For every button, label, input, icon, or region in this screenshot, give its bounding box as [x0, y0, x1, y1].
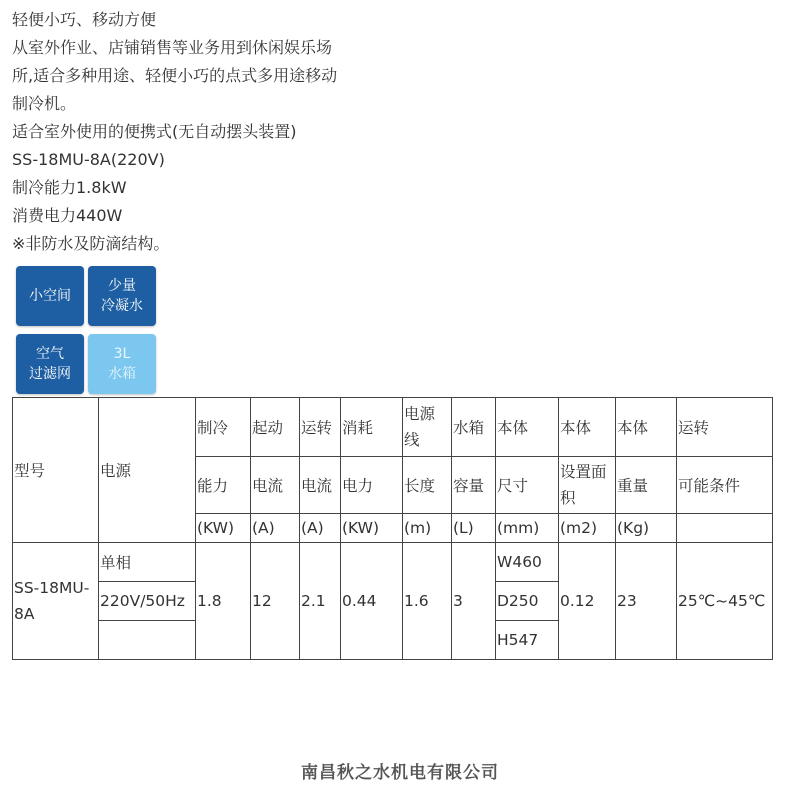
dimension-h-cell: H547: [496, 621, 559, 660]
header-cell: 电源线: [403, 398, 452, 457]
badge-line: 小空间: [29, 288, 71, 304]
badge-line: 过滤网: [29, 366, 71, 382]
company-name: 南昌秋之水机电有限公司: [301, 763, 499, 783]
header-cell: 能力: [196, 457, 251, 514]
intro-line: 所,适合多种用途、轻便小巧的点式多用途移动: [12, 66, 338, 85]
header-model: 型号: [13, 398, 99, 543]
badge-line: 少量: [108, 278, 136, 294]
header-cell: 起动: [251, 398, 300, 457]
weight-cell: 23: [616, 543, 677, 660]
header-cell: 尺寸: [496, 457, 559, 514]
unit-cell: (m2): [559, 514, 616, 543]
badge-line: 冷凝水: [101, 298, 143, 314]
start-current-cell: 12: [251, 543, 300, 660]
badge-air-filter: [16, 334, 84, 394]
intro-line: 适合室外使用的便携式(无自动摆头装置): [12, 122, 297, 141]
cord-length-cell: 1.6: [403, 543, 452, 660]
header-cell: 电流: [300, 457, 341, 514]
cooling-cell: 1.8: [196, 543, 251, 660]
badge-small-space: [16, 266, 84, 326]
badge-water-tank: [88, 334, 156, 394]
unit-cell: (KW): [341, 514, 403, 543]
spec-table: [12, 397, 773, 660]
unit-cell: (A): [300, 514, 341, 543]
header-power: 电源: [99, 398, 196, 543]
badge-line: 空气: [36, 346, 64, 362]
unit-cell: (A): [251, 514, 300, 543]
table-header-row: [13, 398, 773, 457]
run-current-cell: 2.1: [300, 543, 341, 660]
header-cell: 本体: [496, 398, 559, 457]
unit-cell: (Kg): [616, 514, 677, 543]
intro-line: 从室外作业、店铺销售等业务用到休闲娱乐场: [12, 38, 333, 57]
intro-line: 制冷能力1.8kW: [12, 178, 127, 197]
badge-low-condensate: [88, 266, 156, 326]
power-cell: 0.44: [341, 543, 403, 660]
header-cell: 电力: [341, 457, 403, 514]
table-row: [13, 543, 773, 582]
dimension-w-cell: W460: [496, 543, 559, 582]
header-cell: 重量: [616, 457, 677, 514]
header-cell: 运转: [300, 398, 341, 457]
voltage-cell: 220V/50Hz: [99, 582, 196, 621]
header-cell: 运转: [677, 398, 773, 457]
unit-cell: (m): [403, 514, 452, 543]
tank-cell: 3: [452, 543, 496, 660]
area-cell: 0.12: [559, 543, 616, 660]
header-cell: 长度: [403, 457, 452, 514]
header-cell: 容量: [452, 457, 496, 514]
intro-line: 消费电力440W: [12, 206, 123, 225]
phase-cell: 单相: [99, 543, 196, 582]
unit-cell: (mm): [496, 514, 559, 543]
header-cell: 消耗: [341, 398, 403, 457]
header-cell: 电流: [251, 457, 300, 514]
header-cell: 水箱: [452, 398, 496, 457]
product-description: [12, 6, 532, 258]
intro-line: SS-18MU-8A(220V): [12, 150, 165, 169]
unit-cell: [677, 514, 773, 543]
header-cell: 制冷: [196, 398, 251, 457]
badge-line: 3L: [113, 346, 131, 362]
header-cell: 本体: [559, 398, 616, 457]
intro-line: 轻便小巧、移动方便: [12, 10, 157, 29]
empty-cell: [99, 621, 196, 660]
model-cell: SS-18MU-8A: [13, 543, 99, 660]
intro-line: ※非防水及防滴结构。: [12, 234, 170, 253]
header-cell: 本体: [616, 398, 677, 457]
intro-line: 制冷机。: [12, 94, 77, 113]
condition-cell: 25℃~45℃: [677, 543, 773, 660]
unit-cell: (L): [452, 514, 496, 543]
header-cell: 可能条件: [677, 457, 773, 514]
unit-cell: (KW): [196, 514, 251, 543]
dimension-d-cell: D250: [496, 582, 559, 621]
badge-line: 水箱: [108, 366, 136, 382]
header-cell: 设置面积: [559, 457, 616, 514]
